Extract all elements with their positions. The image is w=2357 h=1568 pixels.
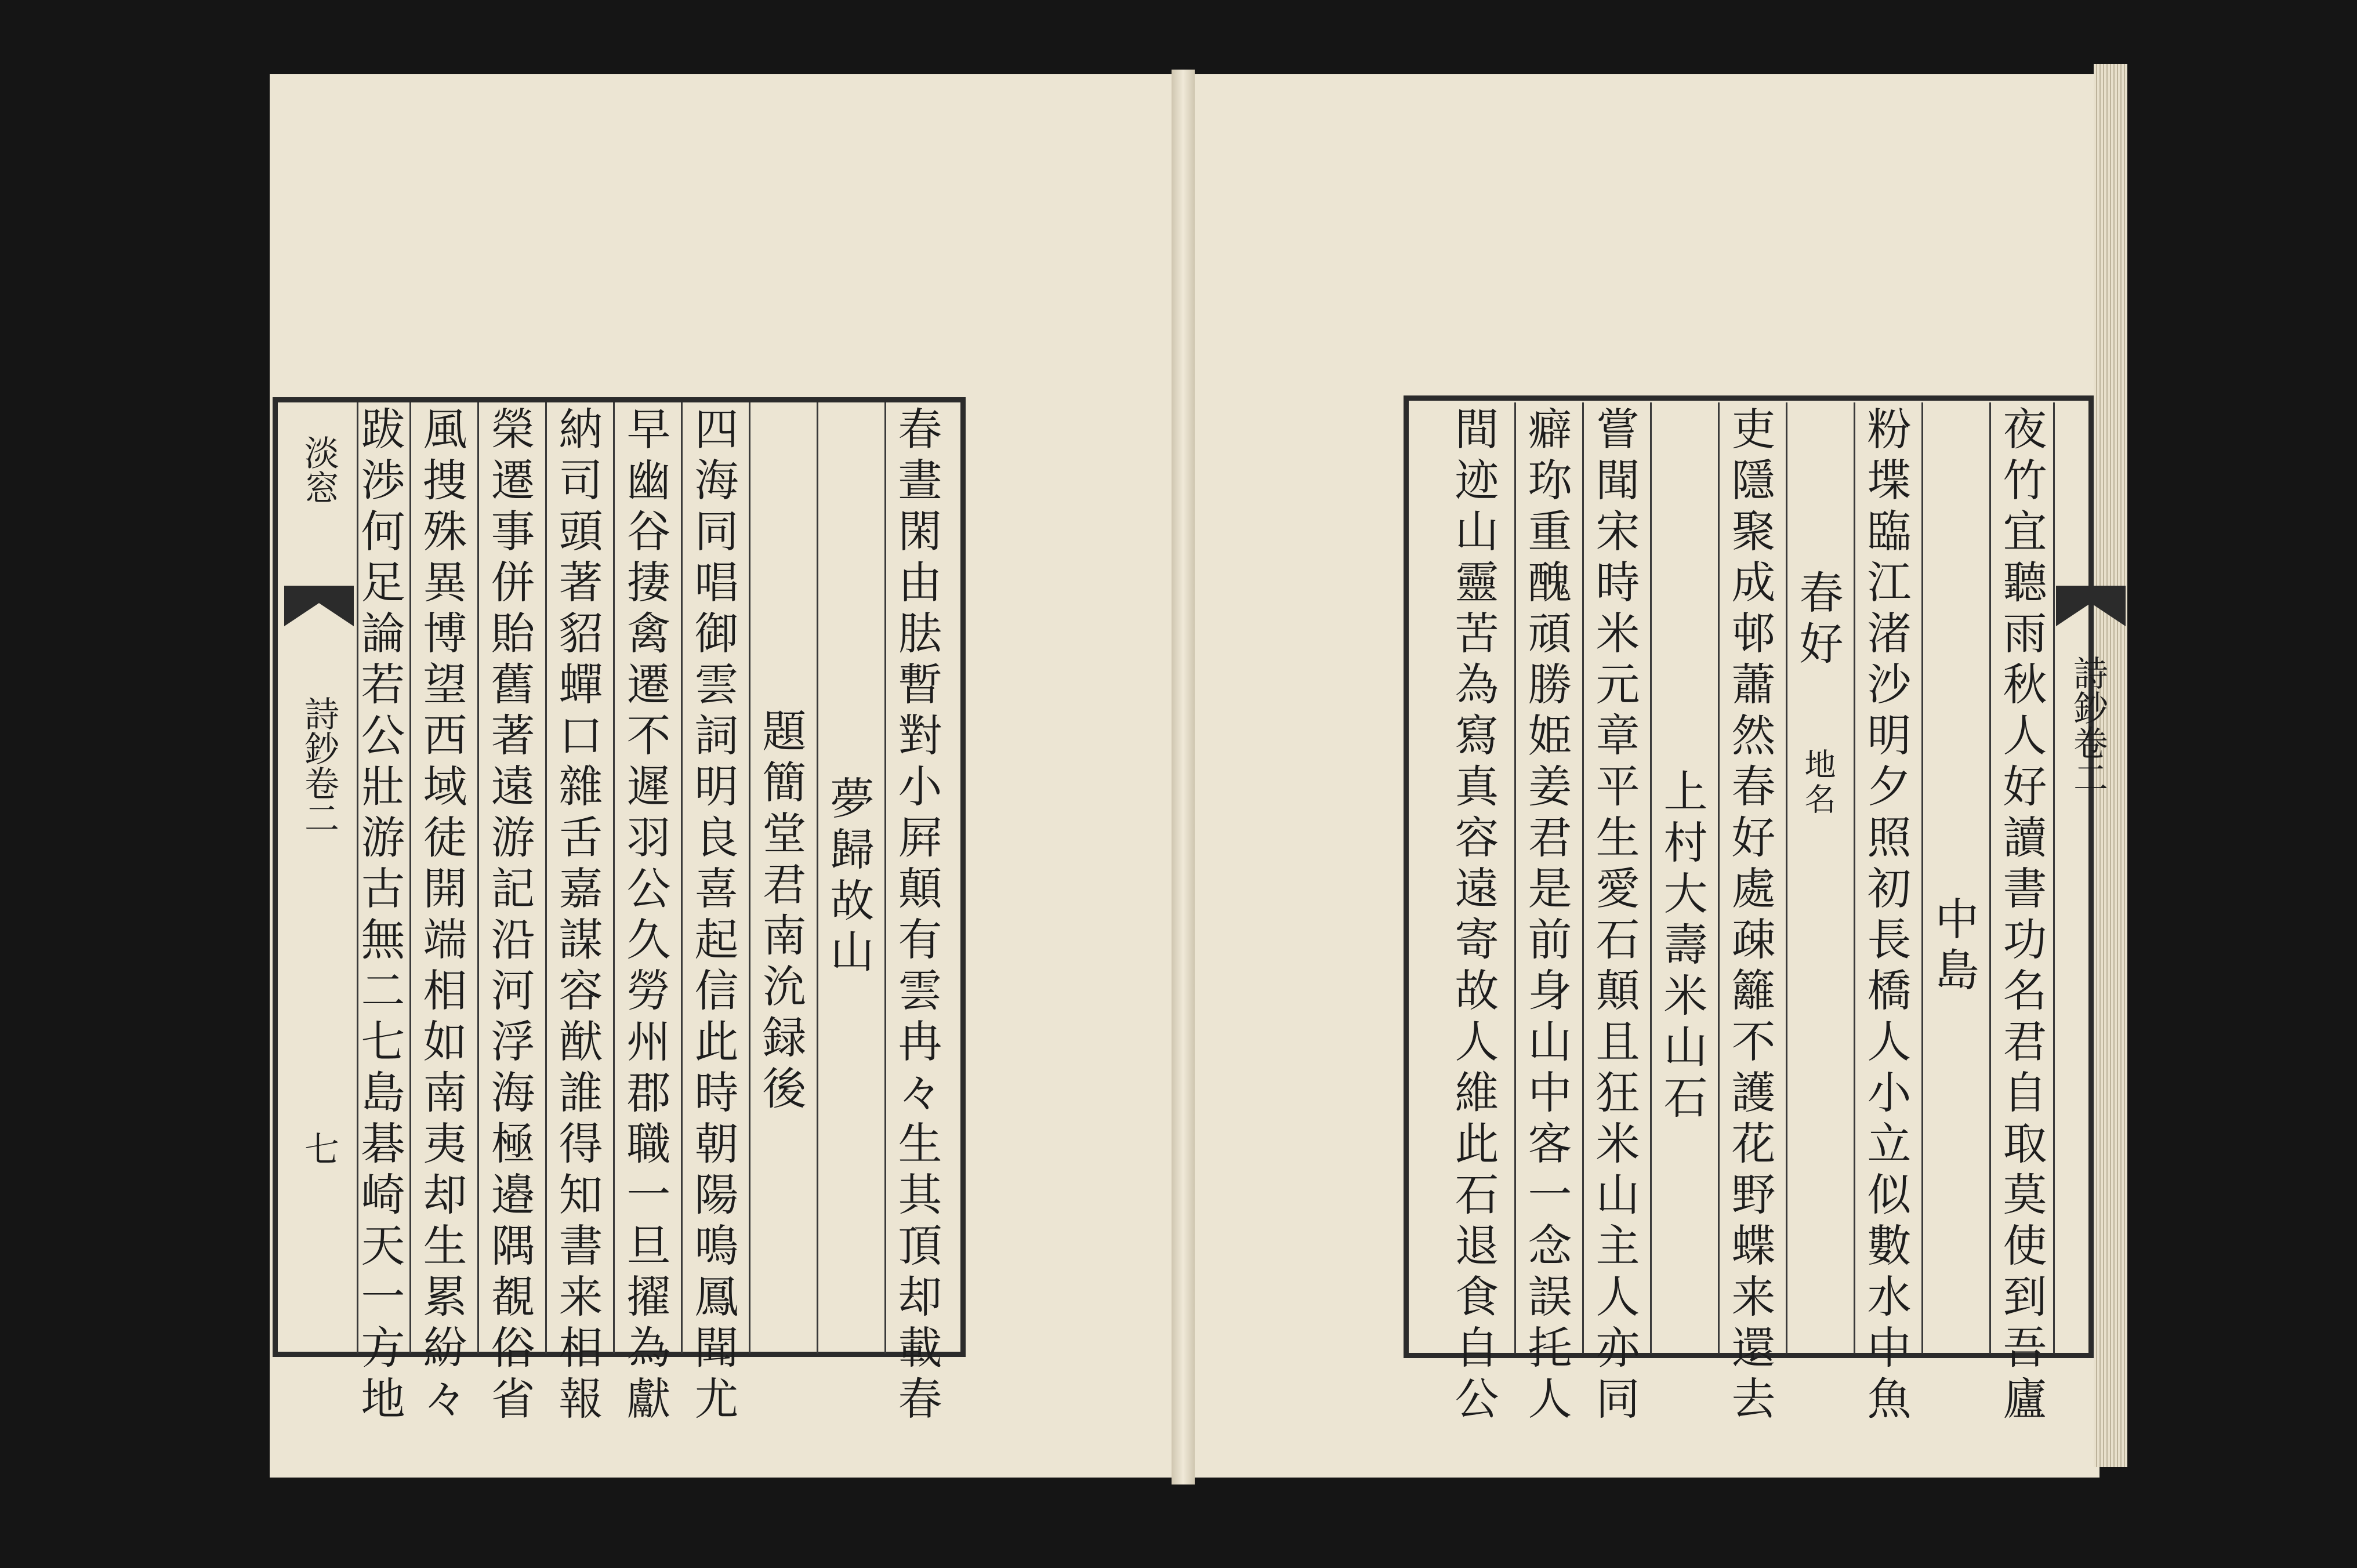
column-rule xyxy=(817,402,818,1353)
column-rule xyxy=(681,402,683,1353)
left-column-6: 納司頭著貂蟬口雜舌嘉謀容猷誰得知書来相報 xyxy=(552,406,603,1427)
right-column-6-heading: 上村大壽米山石 xyxy=(1656,768,1708,1126)
right-column-2-heading: 中島 xyxy=(1928,895,1979,998)
right-column-7: 嘗聞宋時米元章平生愛石顛且狂米山主人亦同 xyxy=(1589,406,1640,1427)
right-margin-rule xyxy=(2053,402,2055,1353)
left-column-2: 夢歸故山 xyxy=(823,775,875,979)
column-rule xyxy=(1514,402,1516,1353)
book-gutter xyxy=(1172,70,1195,1484)
column-rule xyxy=(477,402,479,1353)
right-column-1: 夜竹宜聽雨秋人好讀書功名君自取莫使到吾廬 xyxy=(1996,406,2047,1427)
right-margin-title: 詩鈔卷二 xyxy=(2068,655,2108,794)
column-rule xyxy=(1718,402,1720,1353)
column-rule xyxy=(409,402,411,1353)
column-rule xyxy=(545,402,547,1353)
right-column-9: 間迹山靈苦為寫真容遠寄故人維此石退食自公 xyxy=(1448,406,1499,1427)
left-column-4: 四海同唱御雲詞明良喜起信此時朝陽鳴鳳聞尤 xyxy=(687,406,739,1427)
column-rule xyxy=(884,402,886,1353)
column-rule xyxy=(1786,402,1787,1353)
column-rule xyxy=(613,402,615,1353)
column-rule xyxy=(1989,402,1991,1353)
column-rule xyxy=(1921,402,1923,1353)
column-rule xyxy=(1582,402,1584,1353)
right-column-3: 粉堞臨江渚沙明夕照初長橋人小立似數水中魚 xyxy=(1860,406,1912,1427)
column-rule xyxy=(1854,402,1855,1353)
left-page-number: 七 xyxy=(299,1131,339,1166)
right-column-8: 癖珎重醜頑勝姫姜君是前身山中客一念誤托人 xyxy=(1521,406,1572,1427)
left-column-3-heading: 題簡堂君南沇録後 xyxy=(755,707,807,1116)
left-column-5: 早幽谷捿禽遷不遲羽公久勞州郡職一旦擢為獻 xyxy=(619,406,671,1427)
left-column-9: 跋渉何足論若公壯游古無二七島碁崎天一方地 xyxy=(354,406,405,1427)
right-column-4-heading: 春好 xyxy=(1792,569,1844,672)
left-column-7: 榮遷事併貽舊著遠游記沿河浮海極邉隅覩俗省 xyxy=(484,406,535,1427)
column-rule xyxy=(1650,402,1652,1353)
right-column-5: 吏隱聚成邨蕭然春好處疎籬不護花野蝶来還去 xyxy=(1724,406,1776,1427)
left-margin-title-top: 淡窓 xyxy=(299,435,339,504)
column-rule xyxy=(749,402,750,1353)
left-column-8: 風捜殊異博望西域徒開端相如南夷却生累紛々 xyxy=(416,406,467,1427)
right-column-4-note: 地名 xyxy=(1800,748,1836,818)
left-margin-title: 詩鈔卷二 xyxy=(299,696,339,835)
left-fishtail-icon xyxy=(284,586,354,626)
left-column-1: 春晝閑由胠暫對小屛顛有雲冉々生其頂却載春 xyxy=(891,406,942,1427)
